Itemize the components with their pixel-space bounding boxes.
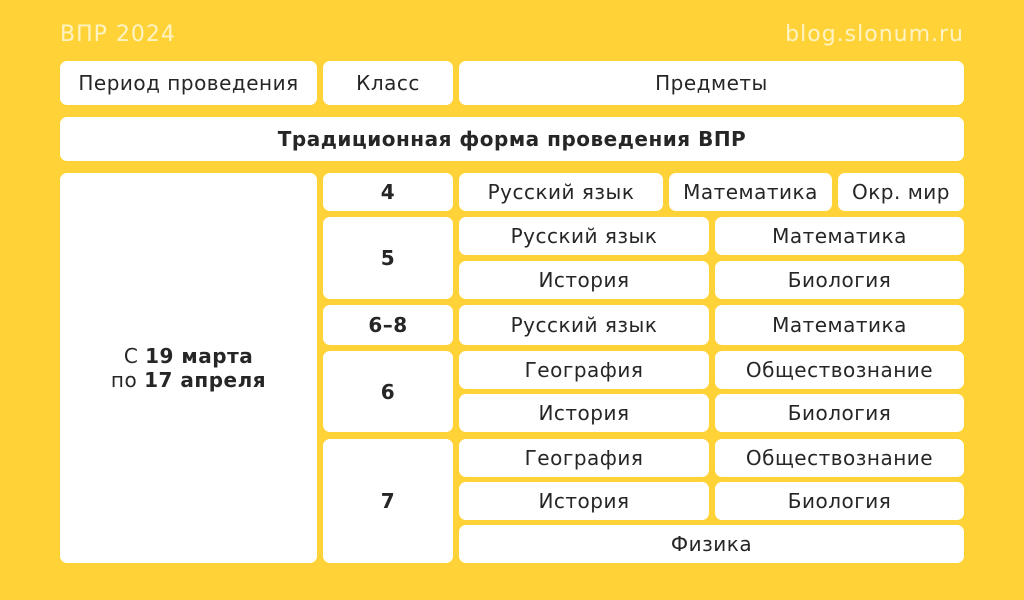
subject-cell (838, 173, 964, 211)
column-header-period-label: Период проведения (78, 71, 299, 95)
grade-label: 6–8 (368, 313, 408, 337)
period-from-date: 19 марта (145, 344, 254, 368)
subject-label: Биология (787, 401, 892, 425)
subject-cell (459, 351, 709, 389)
grade-label: 4 (380, 180, 396, 204)
subject-label: География (524, 358, 644, 382)
subject-cell (459, 482, 709, 520)
subject-cell (459, 261, 709, 299)
subject-label: География (524, 446, 644, 470)
grade-label: 7 (380, 489, 396, 513)
subject-cell (459, 305, 709, 345)
subject-cell (715, 305, 964, 345)
subject-label: Математика (683, 180, 818, 204)
grade-cell-7 (323, 439, 453, 563)
subject-cell (669, 173, 832, 211)
subject-cell (459, 394, 709, 432)
grade-cell-6-8 (323, 305, 453, 345)
period-to-date: 17 апреля (144, 368, 267, 392)
subject-label: Биология (787, 268, 892, 292)
grade-label: 5 (380, 246, 396, 270)
column-header-grade-label: Класс (356, 71, 420, 95)
grade-label: 6 (380, 379, 396, 404)
grade-cell-6 (323, 351, 453, 432)
subject-label: История (538, 268, 630, 292)
subject-label: Обществознание (745, 358, 934, 382)
subject-label: Русский язык (487, 180, 635, 204)
subject-cell (715, 482, 964, 520)
subject-label: История (538, 401, 630, 425)
period-cell (60, 173, 317, 563)
subject-label: История (538, 489, 630, 513)
period-to (111, 368, 266, 392)
subject-cell (715, 394, 964, 432)
subject-label: Математика (772, 313, 907, 337)
period-text (111, 344, 266, 392)
grade-cell-5 (323, 217, 453, 299)
period-to-prefix: по (110, 368, 145, 392)
subject-cell (715, 261, 964, 299)
subject-cell (459, 217, 709, 255)
section-title-label: Традиционная форма проведения ВПР (277, 127, 747, 151)
column-header-period (60, 61, 317, 105)
subject-label: Русский язык (510, 313, 658, 337)
subject-cell (459, 525, 964, 563)
subject-label: Окр. мир (851, 180, 950, 204)
section-title (60, 117, 964, 161)
subject-label: Биология (787, 489, 892, 513)
subject-cell (459, 439, 709, 477)
subject-cell (715, 351, 964, 389)
subject-label: Математика (772, 224, 907, 248)
header-site-link[interactable]: blog.slonum.ru (785, 22, 964, 47)
subject-label: Русский язык (510, 224, 658, 248)
subject-label: Физика (670, 532, 753, 556)
column-header-subjects-label: Предметы (655, 71, 768, 95)
period-from (111, 344, 266, 368)
period-from-prefix: С (123, 344, 146, 368)
subject-cell (715, 439, 964, 477)
header-title: ВПР 2024 (60, 22, 176, 47)
subject-cell (459, 173, 663, 211)
column-header-grade (323, 61, 453, 105)
column-header-subjects (459, 61, 964, 105)
grade-cell-4 (323, 173, 453, 211)
subject-cell (715, 217, 964, 255)
subject-label: Обществознание (745, 446, 934, 470)
